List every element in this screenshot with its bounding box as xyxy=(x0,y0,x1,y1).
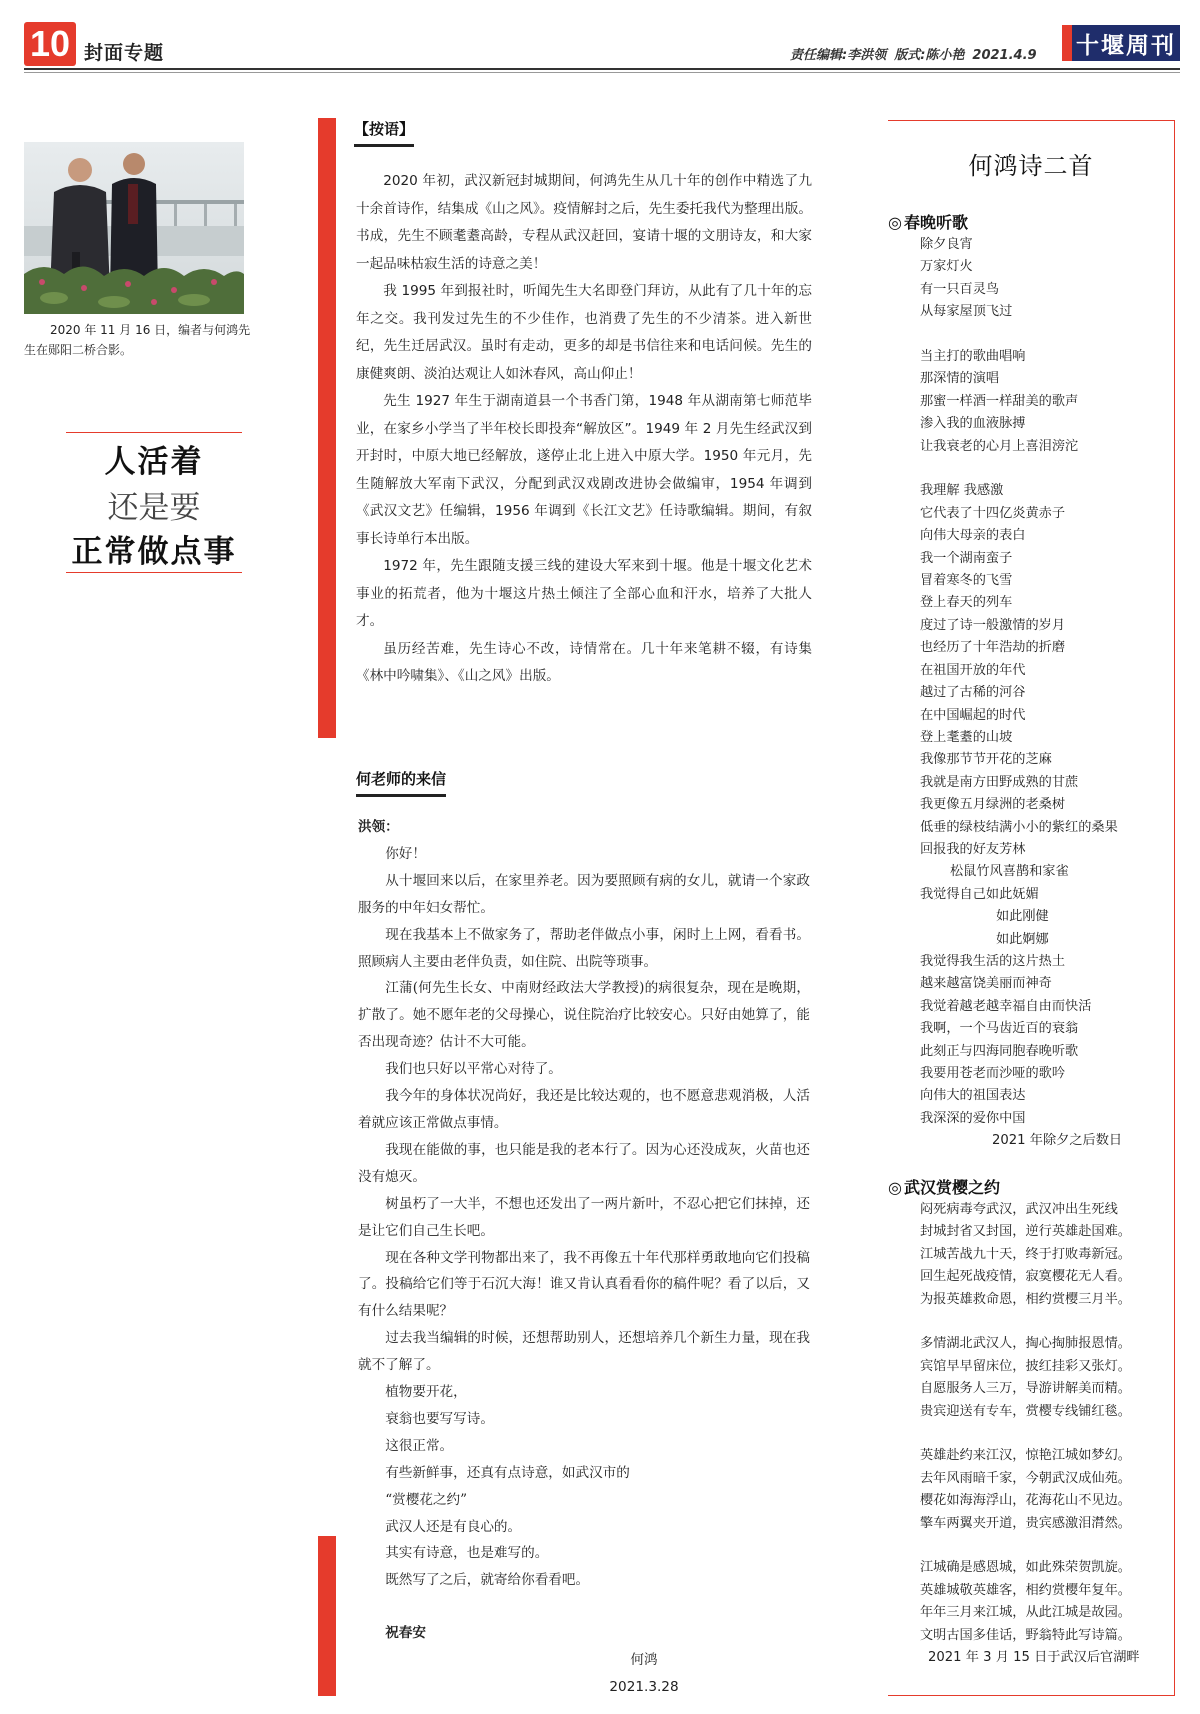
poem-line: 当主打的歌曲唱响 xyxy=(920,349,1026,365)
editor-name: 责任编辑:李洪领 xyxy=(790,48,887,63)
letter-paragraph: 我们也只好以平常心对待了。 xyxy=(385,1061,562,1078)
masthead-accent xyxy=(1062,25,1072,61)
letter-body xyxy=(358,814,810,1701)
bullseye-icon: ◎ xyxy=(888,213,902,232)
letter-verse-line: 衰翁也要写写诗。 xyxy=(385,1410,494,1427)
poem-line: 贵宾迎送有专车，赏樱专线铺红毯。 xyxy=(920,1403,1131,1419)
letter-verse-line: 植物要开花， xyxy=(385,1384,467,1401)
poem-line: 那蜜一样酒一样甜美的歌声 xyxy=(920,393,1079,409)
poem-line: 擎车两翼夹开道，贵宾感激泪潸然。 xyxy=(920,1515,1131,1531)
poem-line: 那深情的演唱 xyxy=(920,371,1000,387)
poem-line: 从每家屋顶飞过 xyxy=(920,304,1013,320)
poem-line: 低垂的绿枝结满小小的紫红的桑果 xyxy=(920,819,1118,835)
stanza-break xyxy=(920,458,1170,480)
note-paragraph: 我 1995 年到报社时，听闻先生大名即登门拜访，从此有了几十年的忘年之交。我刊发过先生的不少佳作，也消费了先生的不少清茶。进入新世纪，先生迁居武汉。虽时有走动，更多的却是书信往来和电话问候。先生的康健爽朗、淡泊达观让人如沐春风，高山仰止！ xyxy=(356,283,812,382)
letter-date: 2021.3.28 xyxy=(609,1679,679,1696)
poem2-date: 2021 年 3 月 15 日于武汉后官湖畔 xyxy=(928,1650,1140,1666)
stanza-break xyxy=(920,1535,1172,1557)
poem-line: 它代表了十四亿炎黄赤子 xyxy=(920,505,1066,521)
poem-line: 江城苦战九十天，终于打败毒新冠。 xyxy=(920,1246,1131,1262)
letter-paragraph: 我现在能做的事，也只能是我的老本行了。因为心还没成灰，火苗也还没有熄灭。 xyxy=(358,1141,810,1185)
letter-signature: 何鸿 xyxy=(630,1652,658,1669)
letter-verse-line: 这很正常。 xyxy=(385,1437,454,1454)
letter-verse-line: 其实有诗意，也是难写的。 xyxy=(385,1545,549,1562)
letter-spacer xyxy=(358,1594,810,1620)
poem-line: 我理解 我感激 xyxy=(920,483,1004,499)
letter-paragraph: 现在我基本上不做家务了，帮助老伴做点小事，闲时上上网，看看书。照顾病人主要由老伴负责，如住院、出院等琐事。 xyxy=(358,926,810,970)
poem-line: 年年三月来江城，从此江城是故园。 xyxy=(920,1605,1131,1621)
poems-title: 何鸿诗二首 xyxy=(968,152,1094,180)
letter-greeting: 你好！ xyxy=(385,845,426,862)
poem-line: 回报我的好友芳林 xyxy=(920,841,1026,857)
poem-line: 闷死病毒夸武汉，武汉冲出生死线 xyxy=(920,1202,1118,1217)
poem-line-indented: 如此刚健 xyxy=(996,909,1049,925)
letter-verse-line: 既然写了之后，就寄给你看看吧。 xyxy=(385,1572,590,1589)
poem-line: 除夕良宵 xyxy=(920,237,973,252)
poem2-title xyxy=(888,1175,1000,1198)
poems-frame-top xyxy=(888,120,1174,121)
poem1-body xyxy=(920,234,1170,1153)
poem2-body xyxy=(920,1199,1172,1669)
poem-line: 冒着寒冬的飞雪 xyxy=(920,573,1013,589)
photo-two-men-bridge xyxy=(24,142,244,314)
stanza-break xyxy=(920,1423,1172,1445)
poem-line: 我觉得自己如此妩媚 xyxy=(920,886,1039,902)
note-paragraph: 先生 1927 年生于湖南道县一个书香门第，1948 年从湖南第七师范毕业，在家乡小学当了半年校长即投奔“解放区”。1949 年 2 月先生经武汉到开封时，中原大地已经解放，遂停止北上进入中原大学。1950 年元月，先生随解放大军南下武汉，分配到武汉戏剧改进协会做编审，1954 年调到《武汉文艺》任编辑，1956 年调到《长江文艺》任诗歌编辑。期间，有叙事长诗单行本出版。 xyxy=(356,393,812,547)
header-rule xyxy=(24,68,1180,70)
poem-line: 多情湖北武汉人，掏心掏肺报恩情。 xyxy=(920,1336,1131,1352)
accent-bar-bottom xyxy=(318,1536,336,1696)
letter-paragraph: 江蒲(何先生长女、中南财经政法大学教授)的病很复杂，现在是晚期，扩散了。她不愿年老的父母操心，说住院治疗比较安心。只好由她算了，能否出现奇迹？估计不大可能。 xyxy=(358,980,810,1051)
masthead-text: 十堰周刊 xyxy=(1076,32,1176,59)
poem-line: 我就是南方田野成熟的甘蔗 xyxy=(920,774,1079,790)
poem-line: 我深深的爱你中国 xyxy=(920,1110,1026,1126)
letter-paragraph: 过去我当编辑的时候，还想帮助别人，还想培养几个新生力量，现在我就不了解了。 xyxy=(358,1330,810,1374)
poem-line: 我像那节节开花的芝麻 xyxy=(920,752,1052,768)
poem-line: 向伟大母亲的表白 xyxy=(920,528,1026,544)
headline-line-2: 还是要 xyxy=(107,490,201,526)
poem-line: 自愿服务人三万，导游讲解美而精。 xyxy=(920,1381,1131,1397)
poem-line: 宾馆早早留床位，披红挂彩又张灯。 xyxy=(920,1358,1131,1374)
masthead-logo xyxy=(1062,25,1180,61)
poem-line: 去年风雨暗千家，今朝武汉成仙苑。 xyxy=(920,1470,1131,1486)
poem-line: 文明古国多佳话，野翁特此写诗篇。 xyxy=(920,1627,1131,1643)
issue-date: 2021.4.9 xyxy=(972,48,1037,63)
header-rule-thin xyxy=(24,72,1180,73)
photo-caption: 2020 年 11 月 16 日，编者与何鸿先生在郧阳二桥合影。 xyxy=(24,323,251,357)
poems-frame-right xyxy=(1174,120,1175,1696)
stanza-break xyxy=(920,324,1170,346)
poem-line: 我要用苍老而沙哑的歌吟 xyxy=(920,1066,1066,1081)
letter-blessing: 祝春安 xyxy=(385,1625,426,1642)
poem-line: 我啊，一个马齿近百的衰翁 xyxy=(920,1021,1079,1037)
headline-line-1: 人活着 xyxy=(104,444,204,480)
poem-line: 英雄城敬英雄客，相约赏樱年复年。 xyxy=(920,1582,1131,1598)
poem-line: 江城确是感恩城，如此殊荣贺凯旋。 xyxy=(920,1560,1131,1576)
poem1-title xyxy=(888,210,968,233)
note-paragraph: 1972 年，先生跟随支援三线的建设大军来到十堰。他是十堰文化艺术事业的拓荒者，他为十堰这片热土倾注了全部心血和汗水，培养了大批人才。 xyxy=(356,558,812,629)
accent-bar-top xyxy=(318,118,336,738)
poem-line-indented: 松鼠竹风喜鹊和家雀 xyxy=(950,864,1069,880)
letter-tag: 何老师的来信 xyxy=(356,768,446,797)
letter-verse-line: “赏樱花之约” xyxy=(385,1491,468,1508)
poem-line: 向伟大的祖国表达 xyxy=(920,1088,1026,1104)
poem-line: 在祖国开放的年代 xyxy=(920,662,1026,678)
headline-rule-bottom xyxy=(66,572,242,573)
poems-frame-bottom xyxy=(888,1695,1175,1696)
letter-salutation: 洪领： xyxy=(358,819,399,835)
poem-line: 樱花如海海浮山，花海花山不见边。 xyxy=(920,1493,1131,1509)
letter-paragraph: 我今年的身体状况尚好，我还是比较达观的，也不愿意悲观消极，人活着就应该正常做点事情。 xyxy=(358,1088,810,1131)
letter-paragraph: 从十堰回来以后，在家里养老。因为要照顾有病的女儿，就请一个家政服务的中年妇女帮忙。 xyxy=(358,872,810,916)
poem-line: 有一只百灵鸟 xyxy=(920,281,1000,297)
letter-paragraph: 树虽朽了一大半，不想也还发出了一两片新叶，不忍心把它们抹掉，还是让它们自己生长吧。 xyxy=(358,1195,810,1239)
layout-credit: 版式:陈小艳 xyxy=(894,48,965,63)
poem-line: 我觉得我生活的这片热土 xyxy=(920,953,1066,969)
poem-line: 此刻正与四海同胞春晚听歌 xyxy=(920,1043,1079,1059)
poem-line: 登上耄耋的山坡 xyxy=(920,729,1013,745)
note-paragraph: 虽历经苦难，先生诗心不改，诗情常在。几十年来笔耕不辍，有诗集《林中吟啸集》、《山之风》出版。 xyxy=(356,640,812,684)
headline-rule-top xyxy=(66,432,242,433)
poem-line: 为报英雄救命恩，相约赏樱三月半。 xyxy=(920,1291,1131,1307)
poem-line: 英雄赴约来江汉，惊艳江城如梦幻。 xyxy=(920,1448,1131,1464)
poem-line: 回生起死战疫情，寂寞樱花无人看。 xyxy=(920,1269,1131,1285)
headline-line-3: 正常做点事 xyxy=(71,534,237,570)
note-tag: 【按语】 xyxy=(354,118,414,147)
letter-verse-line: 武汉人还是有良心的。 xyxy=(385,1518,522,1535)
letter-verse-line: 有些新鲜事，还真有点诗意，如武汉市的 xyxy=(385,1464,630,1481)
poem1-date: 2021 年除夕之后数日 xyxy=(992,1133,1123,1149)
photo-illustration xyxy=(24,142,244,314)
editor-credits xyxy=(790,44,1045,63)
page-number: 10 xyxy=(24,22,76,66)
poem-line: 封城封省又封国，逆行英雄赴国难。 xyxy=(920,1224,1131,1240)
stanza-break xyxy=(920,1311,1172,1333)
poem1-title-text: 春晚听歌 xyxy=(903,213,968,232)
note-body xyxy=(356,168,812,691)
poem-line: 渗入我的血液脉搏 xyxy=(920,416,1026,432)
poem-line: 度过了诗一般激情的岁月 xyxy=(920,617,1066,633)
poem2-title-text: 武汉赏樱之约 xyxy=(903,1178,1000,1197)
poem-line: 登上春天的列车 xyxy=(920,595,1013,611)
section-title: 封面专题 xyxy=(84,42,165,64)
poem-line: 越来越富饶美丽而神奇 xyxy=(920,976,1052,992)
poem-line: 在中国崛起的时代 xyxy=(920,707,1026,723)
poem-line: 也经历了十年浩劫的折磨 xyxy=(920,640,1066,656)
poem-line: 我一个湖南蛮子 xyxy=(920,550,1013,566)
bullseye-icon: ◎ xyxy=(888,1178,902,1197)
poem-line: 我更像五月绿洲的老桑树 xyxy=(920,797,1066,813)
poem-line: 越过了古稀的河谷 xyxy=(920,685,1026,701)
poem-line: 让我衰老的心月上喜泪滂沱 xyxy=(920,438,1079,454)
poem-line-indented: 如此婀娜 xyxy=(996,931,1049,947)
poem-line: 万家灯火 xyxy=(920,259,973,275)
note-paragraph: 2020 年初，武汉新冠封城期间，何鸿先生从几十年的创作中精选了九十余首诗作，结集成《山之风》。疫情解封之后，先生委托我代为整理出版。书成，先生不顾耄耋高龄，专程从武汉赶回，宴请十堰的文朋诗友，和大家一起品味枯寂生活的诗意之美！ xyxy=(356,173,812,272)
letter-paragraph: 现在各种文学刊物都出来了，我不再像五十年代那样勇敢地向它们投稿了。投稿给它们等于石沉大海！谁又肯认真看看你的稿件呢？看了以后，又有什么结果呢？ xyxy=(358,1249,810,1320)
poem-line: 我觉着越老越幸福自由而快活 xyxy=(920,998,1092,1014)
